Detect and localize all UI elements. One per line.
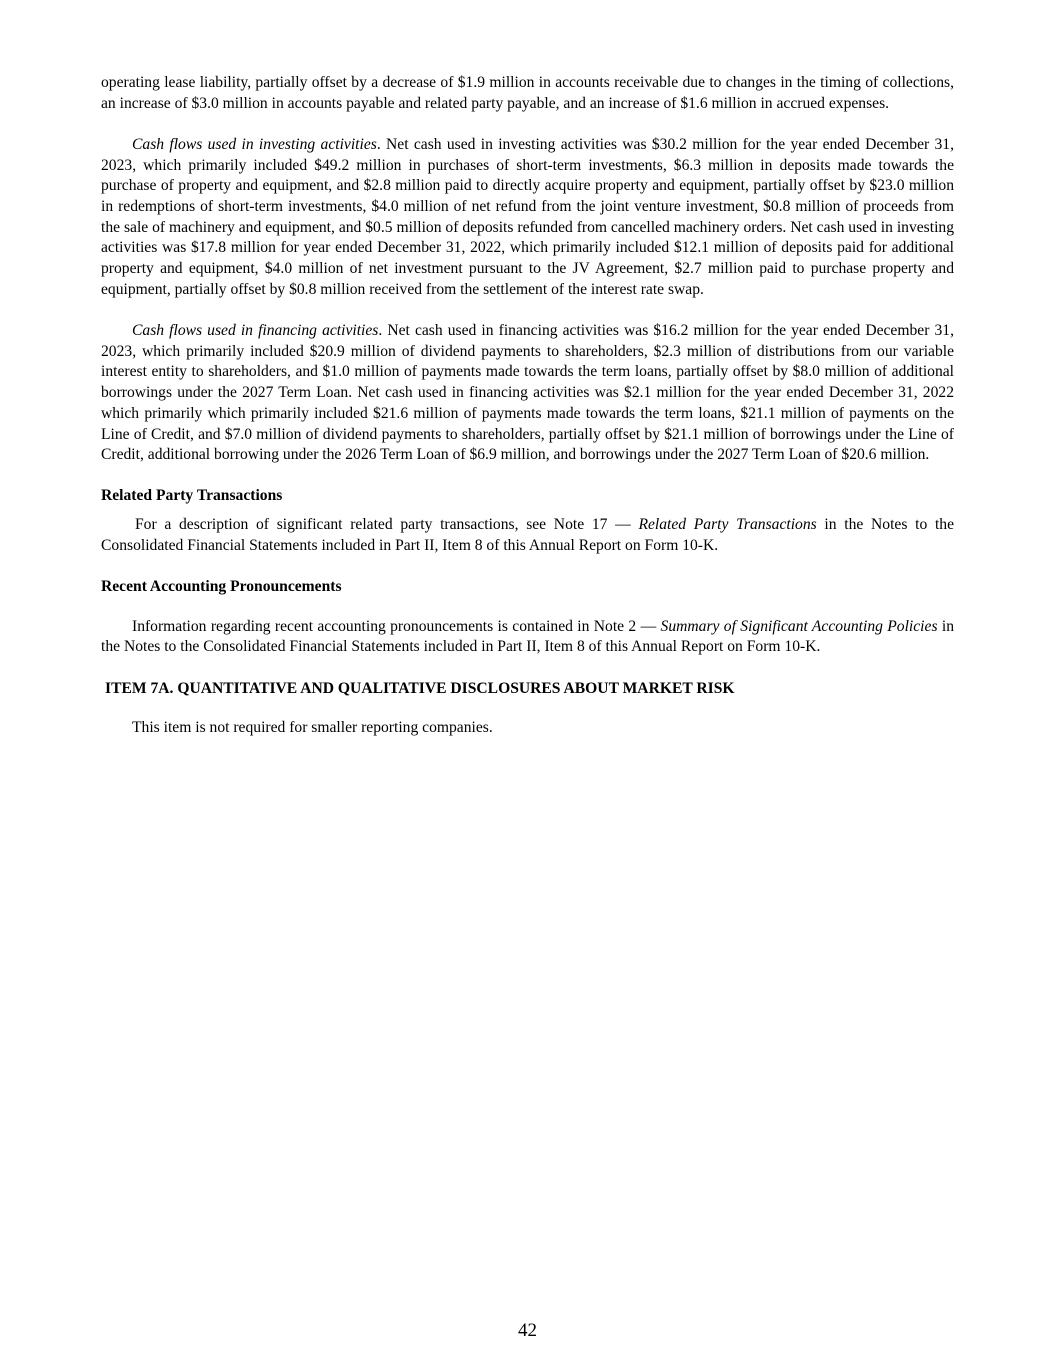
related-party-paragraph (101, 515, 954, 556)
page-number: 42 (518, 1320, 537, 1341)
recent-accounting-text-before: Information regarding recent accounting pronouncements is contained in Note 2 — (132, 617, 661, 635)
recent-accounting-note-title: Summary of Significant Accounting Policies (660, 617, 938, 635)
related-party-text-after: in the Notes to the Consolidated Financial Statements included in Part II, Item 8 of this Annual Report on Form 10-K. (101, 516, 955, 554)
operating-activities-continuation-paragraph: operating lease liability, partially offset by a decrease of $1.9 million in accounts receivable due to changes in the timing of collections, an increase of $3.0 million in accounts payable and related party payable, and an increase of $1.6 million in accrued expenses. (101, 74, 954, 112)
related-party-heading: Related Party Transactions (101, 487, 283, 505)
item-7a-paragraph: This item is not required for smaller reporting companies. (132, 719, 493, 737)
recent-accounting-heading: Recent Accounting Pronouncements (101, 578, 342, 596)
related-party-text-before: For a description of significant related party transactions, see Note 17 — (135, 516, 639, 534)
financing-activities-paragraph (101, 321, 954, 466)
recent-accounting-text-after: in the Notes to the Consolidated Financial Statements included in Part II, Item 8 of this Annual Report on Form 10-K. (101, 617, 954, 656)
investing-activities-paragraph (101, 135, 954, 301)
page-content (101, 73, 954, 739)
related-party-note-title: Related Party Transactions (638, 516, 817, 534)
financing-activities-label: Cash flows used in financing activities (132, 322, 379, 340)
item-7a-heading: ITEM 7A. QUANTITATIVE AND QUALITATIVE DISCLOSURES ABOUT MARKET RISK (105, 679, 735, 697)
financing-activities-text: . Net cash used in financing activities was $16.2 million for the year ended December 31, 2023, which primarily included $20.9 million of dividend payments to shareholders, $2.3 million of distributions from our variable interest entity to shareholders, and $1.0 million of payments made towards the term loans, partially offset by $8.0 million of additional borrowings under the 2027 Term Loan. Net cash used in financing activities was $2.1 million for the year ended December 31, 2022 which primarily which primarily included $21.6 million of payments made towards the term loans, $21.1 million of payments on the Line of Credit, and $7.0 million of dividend payments to shareholders, partially offset by $21.1 million of borrowings under the Line of Credit, additional borrowing under the 2026 Term Loan of $6.9 million, and borrowings under the 2027 Term Loan of $20.6 million. (101, 322, 954, 464)
recent-accounting-paragraph (101, 617, 954, 658)
investing-activities-label: Cash flows used in investing activities (132, 135, 377, 153)
investing-activities-text: . Net cash used in investing activities was $30.2 million for the year ended December 31, 2023, which primarily included $49.2 million in purchases of short-term investments, $6.3 million in deposits made towards the purchase of property and equipment, and $2.8 million paid to directly acquire property and equipment, partially offset by $23.0 million in redemptions of short-term investments, $4.0 million of net refund from the joint venture investment, $0.8 million of proceeds from the sale of machinery and equipment, and $0.5 million of deposits refunded from cancelled machinery orders. Net cash used in investing activities was $17.8 million for year ended December 31, 2022, which primarily included $12.1 million of deposits paid for additional property and equipment, $4.0 million of net investment pursuant to the JV Agreement, $2.7 million paid to purchase property and equipment, partially offset by $0.8 million received from the settlement of the interest rate swap. (101, 135, 954, 298)
